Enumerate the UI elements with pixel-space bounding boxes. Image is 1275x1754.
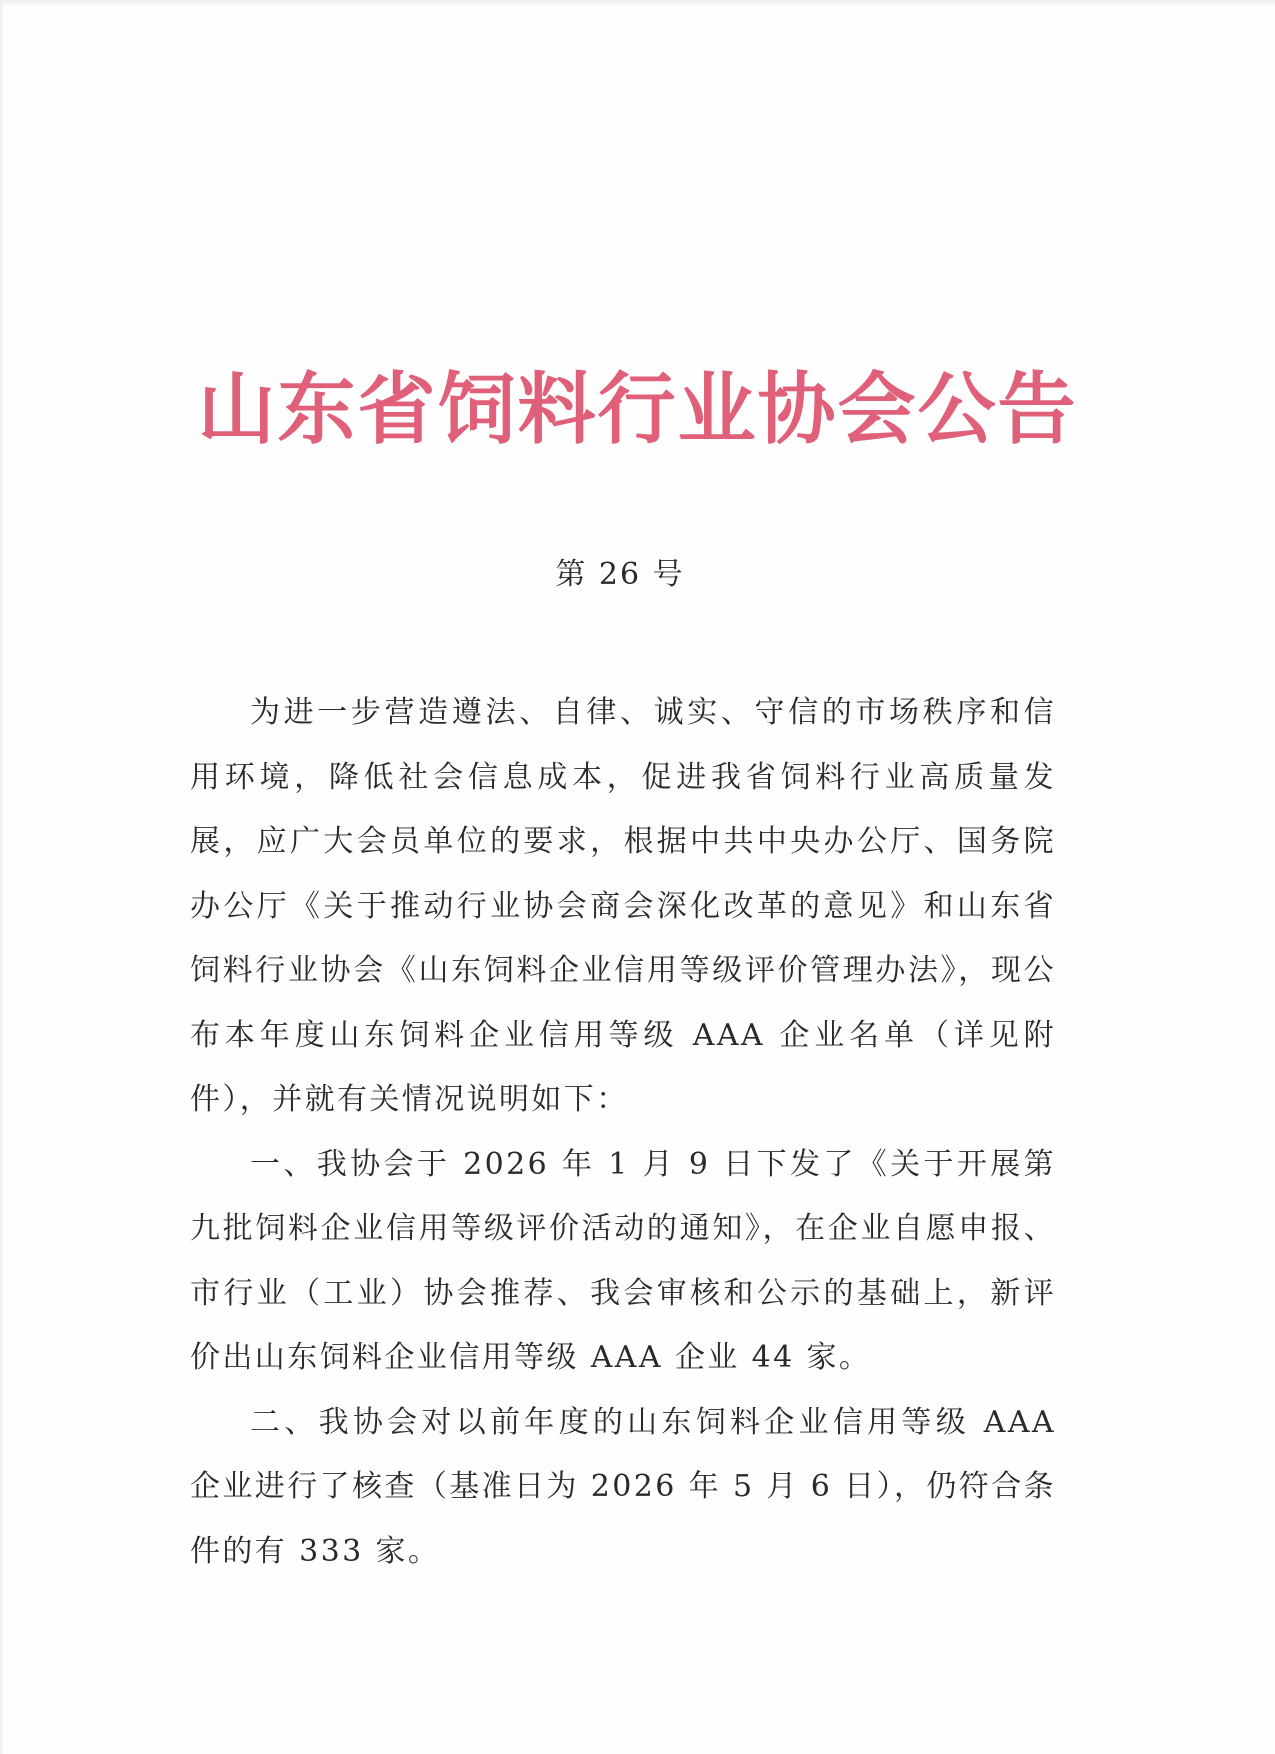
- scan-edge: [0, 0, 1275, 6]
- body-paragraph: 一、我协会于 2026 年 1 月 9 日下发了《关于开展第九批饲料企业信用等级评价活动的通知》，在企业自愿申报、市行业（工业）协会推荐、我会审核和公示的基础上，新评价出山东饲料企业信用等级 AAA 企业 44 家。: [190, 1146, 1056, 1375]
- scan-edge: [0, 0, 3, 1754]
- document-number: 第 26 号: [555, 557, 685, 592]
- body-paragraph: 二、我协会对以前年度的山东饲料企业信用等级 AAA 企业进行了核查（基准日为 2026 年 5 月 6 日），仍符合条件的有 333 家。: [190, 1404, 1056, 1569]
- document-title: 山东省饲料行业协会公告: [197, 364, 1078, 455]
- document-body: [190, 681, 1056, 1584]
- body-paragraph: 为进一步营造遵法、自律、诚实、守信的市场秩序和信用环境，降低社会信息成本，促进我省饲料行业高质量发展，应广大会员单位的要求，根据中共中央办公厅、国务院办公厅《关于推动行业协会商会深化改革的意见》和山东省饲料行业协会《山东饲料企业信用等级评价管理办法》，现公布本年度山东饲料企业信用等级 AAA 企业名单（详见附件），并就有关情况说明如下：: [190, 695, 1056, 1117]
